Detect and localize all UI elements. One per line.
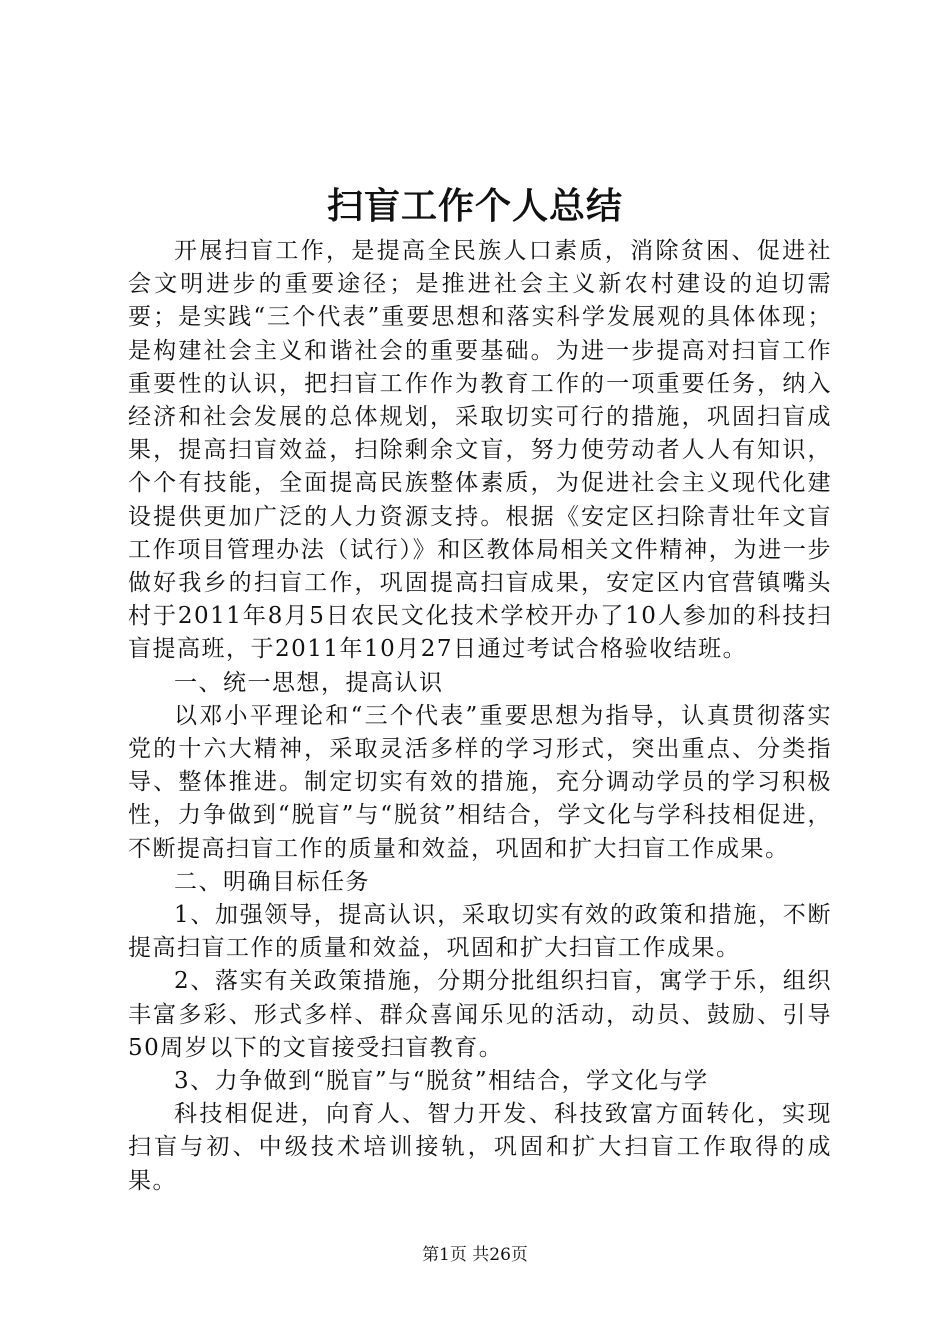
task-item-2: 2、落实有关政策措施，分期分批组织扫盲，寓学于乐，组织丰富多彩、形式多样、群众喜闻乐见的活动，动员、鼓励、引导50周岁以下的文盲接受扫盲教育。 — [128, 968, 832, 1061]
page-number-footer: 第1页 共26页 — [422, 1245, 528, 1265]
task-item-3-continued: 科技相促进，向育人、智力开发、科技致富方面转化，实现扫盲与初、中级技术培训接轨，巩固和扩大扫盲工作取得的成果。 — [128, 1101, 832, 1194]
task-item-3: 3、力争做到“脱盲”与“脱贫”相结合，学文化与学 — [174, 1068, 709, 1095]
document-title: 扫盲工作个人总结 — [326, 186, 623, 227]
document-body — [128, 235, 832, 1198]
section-heading-2: 二、明确目标任务 — [174, 868, 370, 895]
section-heading-1: 一、统一思想，提高认识 — [174, 669, 444, 696]
section-1-paragraph: 以邓小平理论和“三个代表”重要思想为指导，认真贯彻落实党的十六大精神，采取灵活多样的学习形式，突出重点、分类指导、整体推进。制定切实有效的措施，充分调动学员的学习积极性，力争做到“脱盲”与“脱贫”相结合，学文化与学科技相促进，不断提高扫盲工作的质量和效益，巩固和扩大扫盲工作成果。 — [128, 702, 832, 862]
intro-paragraph: 开展扫盲工作，是提高全民族人口素质，消除贫困、促进社会文明进步的重要途径；是推进社会主义新农村建设的迫切需要；是实践“三个代表”重要思想和落实科学发展观的具体体现；是构建社会主义和谐社会的重要基础。为进一步提高对扫盲工作重要性的认识，把扫盲工作作为教育工作的一项重要任务，纳入经济和社会发展的总体规划，采取切实可行的措施，巩固扫盲成果，提高扫盲效益，扫除剩余文盲，努力使劳动者人人有知识，个个有技能，全面提高民族整体素质，为促进社会主义现代化建设提供更加广泛的人力资源支持。根据《安定区扫除青壮年文盲工作项目管理办法（试行）》和区教体局相关文件精神，为进一步做好我乡的扫盲工作，巩固提高扫盲成果，安定区内官营镇嘴头村于2011年8月5日农民文化技术学校开办了10人参加的科技扫盲提高班，于2011年10月27日通过考试合格验收结班。 — [128, 238, 832, 663]
task-item-1: 1、加强领导，提高认识，采取切实有效的政策和措施，不断提高扫盲工作的质量和效益，巩固和扩大扫盲工作成果。 — [128, 902, 832, 962]
